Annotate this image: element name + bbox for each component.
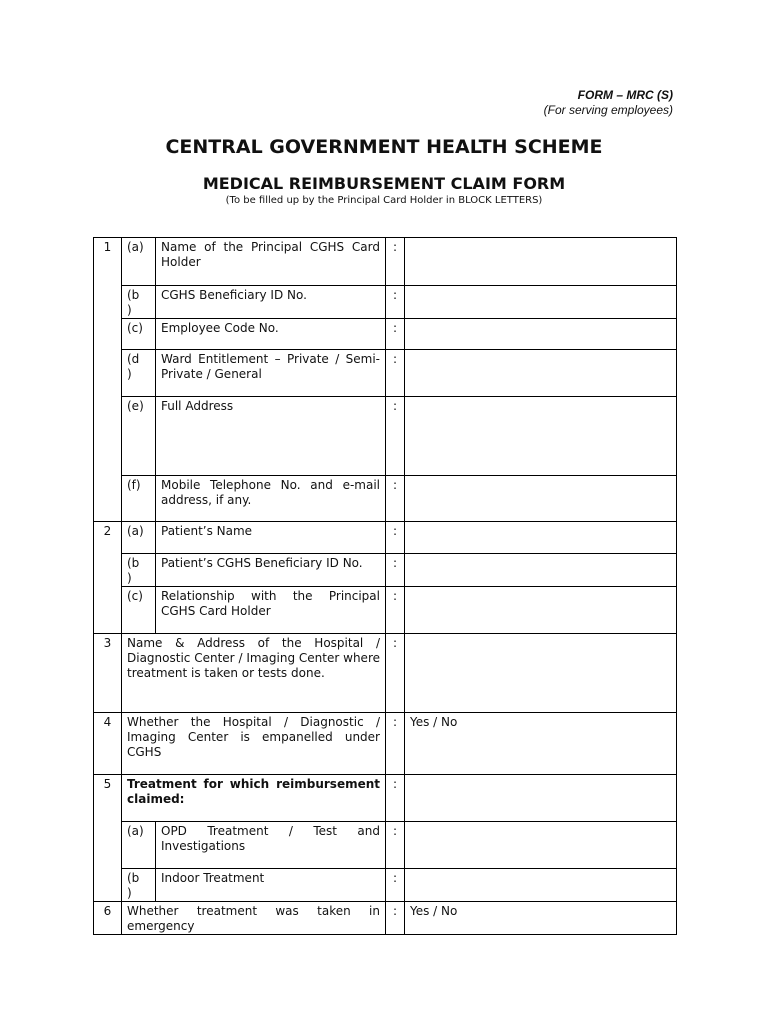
table-row (94, 319, 677, 350)
indoor-treatment-field[interactable] (405, 869, 677, 902)
field-label: Employee Code No. (156, 319, 386, 350)
table-row (94, 775, 677, 822)
table-row (94, 869, 677, 902)
item-number (94, 869, 122, 902)
field-label: Patient’s CGHS Beneficiary ID No. (156, 554, 386, 587)
mobile-email-field[interactable] (405, 476, 677, 522)
form-code: FORM – MRC (S) (577, 88, 673, 102)
form-instruction: (To be filled up by the Principal Card Holder in BLOCK LETTERS) (225, 195, 543, 206)
table-row (94, 587, 677, 634)
ward-entitlement-field[interactable] (405, 350, 677, 397)
employee-code-field[interactable] (405, 319, 677, 350)
item-number: 4 (94, 713, 122, 775)
field-label: Name of the Principal CGHS Card Holder (156, 238, 386, 286)
patient-name-field[interactable] (405, 522, 677, 554)
field-label: Patient’s Name (156, 522, 386, 554)
relationship-field[interactable] (405, 587, 677, 634)
beneficiary-id-field[interactable] (405, 286, 677, 319)
principal-name-field[interactable] (405, 238, 677, 286)
sub-item-label: (b ) (122, 869, 156, 902)
field-label: Full Address (156, 397, 386, 476)
colon-separator: : (386, 397, 405, 476)
colon-separator: : (386, 822, 405, 869)
opd-treatment-field[interactable] (405, 822, 677, 869)
field-label: Whether the Hospital / Diagnostic / Imaging Center is empanelled under CGHS (122, 713, 386, 775)
sub-item-label: (a) (122, 238, 156, 286)
table-row (94, 238, 677, 286)
form-title: MEDICAL REIMBURSEMENT CLAIM FORM (202, 174, 566, 193)
treatment-claimed-field[interactable] (405, 775, 677, 822)
item-number (94, 286, 122, 319)
item-number: 3 (94, 634, 122, 713)
form-note: (For serving employees) (543, 103, 673, 117)
field-label: Name & Address of the Hospital / Diagnostic Center / Imaging Center where treatment is taken or tests done. (122, 634, 386, 713)
patient-beneficiary-id-field[interactable] (405, 554, 677, 587)
colon-separator: : (386, 634, 405, 713)
sub-item-label: (a) (122, 822, 156, 869)
table-row (94, 713, 677, 775)
colon-separator: : (386, 869, 405, 902)
field-label: Relationship with the Principal CGHS Card Holder (156, 587, 386, 634)
field-label: OPD Treatment / Test and Investigations (156, 822, 386, 869)
sub-item-label: (b ) (122, 554, 156, 587)
table-row (94, 286, 677, 319)
colon-separator: : (386, 238, 405, 286)
table-row (94, 522, 677, 554)
claim-form-table (93, 237, 677, 935)
item-number (94, 397, 122, 476)
page-title: CENTRAL GOVERNMENT HEALTH SCHEME (165, 136, 603, 158)
item-number: 5 (94, 775, 122, 822)
item-number (94, 822, 122, 869)
colon-separator: : (386, 350, 405, 397)
field-label: Indoor Treatment (156, 869, 386, 902)
item-number (94, 319, 122, 350)
table-row (94, 476, 677, 522)
colon-separator: : (386, 713, 405, 775)
table-row (94, 554, 677, 587)
sub-item-label: (c) (122, 587, 156, 634)
table-row (94, 350, 677, 397)
item-number: 2 (94, 522, 122, 554)
form-identifier (544, 88, 673, 118)
field-label: CGHS Beneficiary ID No. (156, 286, 386, 319)
field-label: Whether treatment was taken in emergency (122, 902, 386, 935)
table-row (94, 397, 677, 476)
field-label: Ward Entitlement – Private / Semi-Private / General (156, 350, 386, 397)
sub-item-label: (c) (122, 319, 156, 350)
colon-separator: : (386, 286, 405, 319)
colon-separator: : (386, 587, 405, 634)
table-row (94, 634, 677, 713)
section-label: Treatment for which reimbursement claimed: (122, 775, 386, 822)
colon-separator: : (386, 775, 405, 822)
item-number (94, 554, 122, 587)
sub-item-label: (f) (122, 476, 156, 522)
item-number (94, 350, 122, 397)
colon-separator: : (386, 554, 405, 587)
sub-item-label: (d ) (122, 350, 156, 397)
sub-item-label: (b ) (122, 286, 156, 319)
table-row (94, 822, 677, 869)
item-number (94, 587, 122, 634)
sub-item-label: (a) (122, 522, 156, 554)
item-number: 6 (94, 902, 122, 935)
colon-separator: : (386, 319, 405, 350)
sub-item-label: (e) (122, 397, 156, 476)
colon-separator: : (386, 522, 405, 554)
item-number (94, 476, 122, 522)
empanelled-field[interactable]: Yes / No (405, 713, 677, 775)
emergency-field[interactable]: Yes / No (405, 902, 677, 935)
colon-separator: : (386, 476, 405, 522)
table-row (94, 902, 677, 935)
hospital-name-address-field[interactable] (405, 634, 677, 713)
full-address-field[interactable] (405, 397, 677, 476)
field-label: Mobile Telephone No. and e-mail address, if any. (156, 476, 386, 522)
colon-separator: : (386, 902, 405, 935)
item-number: 1 (94, 238, 122, 286)
